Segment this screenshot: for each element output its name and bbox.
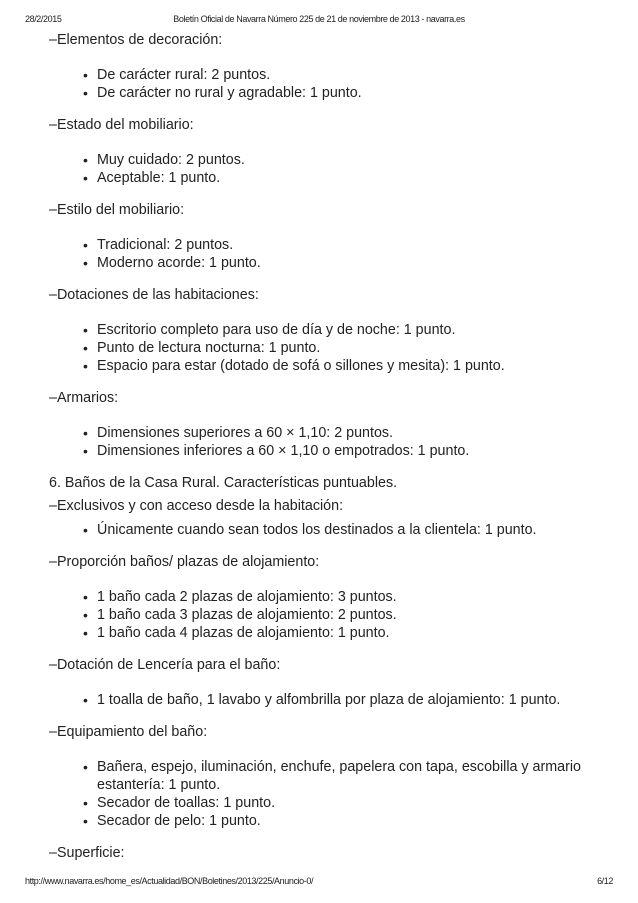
criteria-section — [49, 498, 609, 554]
list-item-text: Secador de pelo: 1 punto. — [97, 813, 261, 829]
criteria-section — [49, 390, 609, 475]
list-item — [83, 758, 609, 794]
bullet-icon: • — [83, 322, 88, 338]
criteria-section — [49, 554, 609, 657]
list-item-text: Muy cuidado: 2 puntos. — [97, 152, 245, 168]
bullet-icon: • — [83, 358, 88, 374]
page-number: 6/12 — [597, 876, 613, 886]
list-item — [83, 236, 609, 254]
list-item — [83, 66, 609, 84]
list-item-text: Escritorio completo para uso de día y de noche: 1 punto. — [97, 322, 456, 338]
list-item-text: Tradicional: 2 puntos. — [97, 237, 234, 253]
criteria-list — [83, 521, 609, 539]
document-title: Boletín Oficial de Navarra Número 225 de 21 de noviembre de 2013 - navarra.es — [173, 14, 465, 24]
bullet-icon: • — [83, 237, 88, 253]
bullet-icon: • — [83, 443, 88, 459]
bullet-icon: • — [83, 67, 88, 83]
list-item — [83, 442, 609, 460]
criteria-section — [49, 724, 609, 845]
list-item-text: De carácter no rural y agradable: 1 punto. — [97, 85, 362, 101]
list-item-text: De carácter rural: 2 puntos. — [97, 67, 271, 83]
criteria-section — [49, 845, 609, 862]
document-body — [49, 32, 609, 879]
criteria-label: –Estilo del mobiliario: — [49, 202, 185, 218]
print-date: 28/2/2015 — [25, 14, 62, 24]
bullet-icon: • — [83, 522, 88, 538]
criteria-list — [83, 151, 609, 187]
page-header — [25, 14, 613, 28]
criteria-section — [49, 287, 609, 390]
list-item-text: 1 toalla de baño, 1 lavabo y alfombrilla por plaza de alojamiento: 1 punto. — [97, 692, 561, 708]
criteria-label: –Dotaciones de las habitaciones: — [49, 287, 259, 303]
list-item — [83, 254, 609, 272]
section-heading: 6. Baños de la Casa Rural. Características puntuables. — [49, 475, 398, 491]
criteria-list — [83, 758, 609, 830]
criteria-label: –Equipamiento del baño: — [49, 724, 208, 740]
list-item — [83, 151, 609, 169]
section-group-rooms — [49, 32, 609, 475]
bullet-icon: • — [83, 425, 88, 441]
criteria-list — [83, 66, 609, 102]
list-item — [83, 794, 609, 812]
bullet-icon: • — [83, 170, 88, 186]
bullet-icon: • — [83, 813, 88, 829]
criteria-list — [83, 588, 609, 642]
list-item-text: Aceptable: 1 punto. — [97, 170, 221, 186]
criteria-list — [83, 691, 609, 709]
criteria-section — [49, 32, 609, 117]
list-item-text: Bañera, espejo, iluminación, enchufe, papelera con tapa, escobilla y armario estantería: 1 punto. — [97, 759, 581, 793]
list-item — [83, 521, 609, 539]
bullet-icon: • — [83, 340, 88, 356]
list-item — [83, 321, 609, 339]
criteria-list — [83, 424, 609, 460]
list-item-text: Dimensiones superiores a 60 × 1,10: 2 puntos. — [97, 425, 394, 441]
list-item-text: 1 baño cada 4 plazas de alojamiento: 1 punto. — [97, 625, 390, 641]
criteria-label: –Superficie: — [49, 845, 125, 861]
list-item — [83, 84, 609, 102]
list-item — [83, 424, 609, 442]
source-url[interactable]: http://www.navarra.es/home_es/Actualidad/BON/Boletines/2013/225/Anuncio-0/ — [25, 876, 314, 886]
list-item-text: Únicamente cuando sean todos los destinados a la clientela: 1 punto. — [97, 522, 537, 538]
list-item — [83, 812, 609, 830]
list-item-text: Moderno acorde: 1 punto. — [97, 255, 261, 271]
list-item — [83, 169, 609, 187]
criteria-label: –Dotación de Lencería para el baño: — [49, 657, 281, 673]
criteria-label: –Armarios: — [49, 390, 119, 406]
bullet-icon: • — [83, 795, 88, 811]
list-item-text: Espacio para estar (dotado de sofá o sillones y mesita): 1 punto. — [97, 358, 505, 374]
page-footer — [25, 876, 613, 890]
bullet-icon: • — [83, 152, 88, 168]
criteria-list — [83, 236, 609, 272]
bullet-icon: • — [83, 255, 88, 271]
list-item — [83, 691, 609, 709]
section-group-bathrooms — [49, 498, 609, 845]
bullet-icon: • — [83, 625, 88, 641]
list-item — [83, 339, 609, 357]
criteria-section — [49, 202, 609, 287]
criteria-label: –Estado del mobiliario: — [49, 117, 194, 133]
bullet-icon: • — [83, 692, 88, 708]
list-item — [83, 624, 609, 642]
list-item-text: Dimensiones inferiores a 60 × 1,10 o empotrados: 1 punto. — [97, 443, 470, 459]
criteria-label: –Elementos de decoración: — [49, 32, 223, 48]
criteria-section — [49, 117, 609, 202]
list-item — [83, 606, 609, 624]
criteria-list — [83, 321, 609, 375]
list-item-text: Secador de toallas: 1 punto. — [97, 795, 276, 811]
list-item — [83, 357, 609, 375]
bullet-icon: • — [83, 589, 88, 605]
bullet-icon: • — [83, 759, 88, 775]
bullet-icon: • — [83, 85, 88, 101]
list-item-text: Punto de lectura nocturna: 1 punto. — [97, 340, 321, 356]
criteria-section — [49, 657, 609, 724]
criteria-label: –Proporción baños/ plazas de alojamiento: — [49, 554, 320, 570]
bullet-icon: • — [83, 607, 88, 623]
list-item — [83, 588, 609, 606]
list-item-text: 1 baño cada 3 plazas de alojamiento: 2 puntos. — [97, 607, 397, 623]
list-item-text: 1 baño cada 2 plazas de alojamiento: 3 puntos. — [97, 589, 397, 605]
criteria-label: –Exclusivos y con acceso desde la habitación: — [49, 498, 344, 514]
